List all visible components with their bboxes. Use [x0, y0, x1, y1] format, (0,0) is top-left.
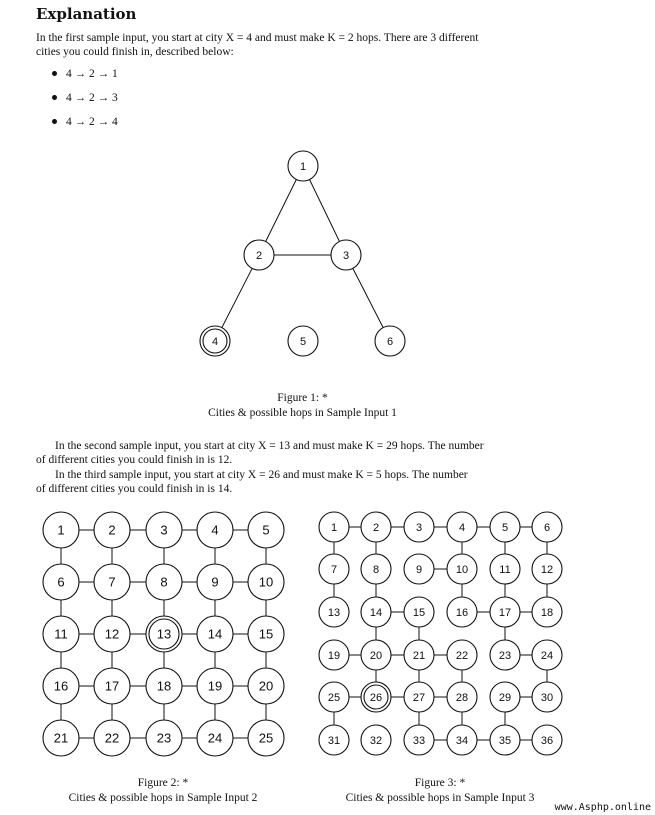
- node-label: 5: [501, 521, 509, 534]
- node-label: 19: [207, 678, 223, 694]
- city-node: [248, 720, 284, 756]
- node-label: 16: [455, 606, 469, 619]
- city-node: [361, 597, 391, 627]
- node-label: 21: [412, 649, 426, 662]
- node-label: 10: [258, 574, 274, 590]
- node-label: 8: [372, 563, 380, 576]
- city-node: [197, 720, 233, 756]
- paragraph-1-line-1: In the first sample input, you start at city X = 4 and must make K = 2 hops. There are 3 different: [36, 32, 479, 44]
- bullet-text: 4 → 2 → 3: [66, 92, 118, 104]
- node-label: 30: [540, 691, 554, 704]
- city-node: [404, 682, 434, 712]
- node-label: 15: [258, 626, 274, 642]
- city-node: [532, 554, 562, 584]
- node-label: 17: [104, 678, 120, 694]
- city-node: [94, 616, 130, 652]
- city-node: [94, 668, 130, 704]
- city-node: [361, 682, 391, 712]
- node-label: 20: [258, 678, 274, 694]
- node-label: 29: [498, 691, 512, 704]
- paragraph-2-line-2: of different cities you could finish in is 12.: [36, 454, 233, 466]
- node-label: 12: [104, 626, 120, 642]
- city-node: [404, 725, 434, 755]
- node-label: 3: [342, 249, 350, 262]
- city-node: [43, 668, 79, 704]
- node-label: 6: [386, 335, 394, 348]
- node-label: 13: [156, 626, 172, 642]
- figure-3-grid-graph: [319, 512, 562, 755]
- node-label: 7: [330, 563, 338, 576]
- city-node: [361, 554, 391, 584]
- paragraph-2-line-3: In the third sample input, you start at city X = 26 and must make K = 5 hops. The number: [55, 469, 468, 481]
- city-node: [490, 640, 520, 670]
- node-label: 18: [540, 606, 554, 619]
- city-node: [319, 597, 349, 627]
- city-node: [200, 326, 230, 356]
- city-node: [94, 720, 130, 756]
- city-node: [361, 725, 391, 755]
- node-label: 6: [543, 521, 551, 534]
- node-label: 25: [258, 730, 274, 746]
- city-node: [288, 151, 318, 181]
- city-node: [43, 720, 79, 756]
- city-node: [197, 564, 233, 600]
- city-node: [197, 668, 233, 704]
- node-label: 9: [211, 574, 219, 590]
- node-label: 23: [156, 730, 172, 746]
- node-label: 9: [415, 563, 423, 576]
- city-node: [331, 240, 361, 270]
- node-label: 1: [57, 522, 65, 538]
- node-label: 22: [104, 730, 120, 746]
- city-node: [43, 616, 79, 652]
- city-node: [319, 554, 349, 584]
- node-label: 4: [211, 335, 219, 348]
- node-label: 2: [255, 249, 263, 262]
- city-node: [319, 512, 349, 542]
- city-node: [319, 725, 349, 755]
- node-label: 25: [327, 691, 341, 704]
- figure-1-caption-title: Figure 1: *: [277, 392, 328, 404]
- city-node: [319, 682, 349, 712]
- city-node: [404, 512, 434, 542]
- paragraph-2-line-4: of different cities you could finish in is 14.: [36, 483, 233, 495]
- node-label: 12: [540, 563, 554, 576]
- node-label: 2: [108, 522, 116, 538]
- city-node: [361, 640, 391, 670]
- node-label: 32: [369, 734, 383, 747]
- node-label: 5: [299, 335, 307, 348]
- city-node: [404, 640, 434, 670]
- node-label: 3: [415, 521, 423, 534]
- node-label: 4: [458, 521, 466, 534]
- bullet-text: 4 → 2 → 4: [66, 116, 118, 128]
- city-node: [248, 668, 284, 704]
- city-node: [532, 725, 562, 755]
- node-label: 31: [327, 734, 341, 747]
- node-label: 4: [211, 522, 219, 538]
- city-node: [248, 512, 284, 548]
- paragraph-1-line-2: cities you could finish in, described below:: [36, 46, 234, 58]
- city-node: [490, 597, 520, 627]
- city-node: [43, 512, 79, 548]
- city-node: [43, 564, 79, 600]
- figure-2-caption-title: Figure 2: *: [137, 777, 189, 789]
- city-node: [94, 564, 130, 600]
- node-label: 5: [262, 522, 270, 538]
- figure-2-caption-text: Cities & possible hops in Sample Input 2: [68, 792, 258, 804]
- city-node: [244, 240, 274, 270]
- city-node: [248, 616, 284, 652]
- node-label: 14: [369, 606, 383, 619]
- node-label: 33: [412, 734, 426, 747]
- node-label: 16: [53, 678, 69, 694]
- city-node: [375, 326, 405, 356]
- city-node: [490, 554, 520, 584]
- node-label: 24: [207, 730, 223, 746]
- figure-1-nodes: [200, 151, 405, 356]
- city-node: [404, 554, 434, 584]
- node-label: 11: [499, 563, 511, 576]
- node-label: 28: [455, 691, 469, 704]
- node-label: 35: [498, 734, 512, 747]
- node-label: 22: [455, 649, 469, 662]
- node-label: 34: [455, 734, 469, 747]
- node-label: 10: [455, 563, 469, 576]
- city-node: [146, 512, 182, 548]
- city-node: [447, 725, 477, 755]
- city-node: [146, 564, 182, 600]
- node-label: 1: [330, 521, 338, 534]
- city-node: [361, 512, 391, 542]
- node-label: 11: [54, 626, 68, 642]
- node-label: 26: [369, 691, 383, 704]
- city-node: [447, 640, 477, 670]
- bullet-text: 4 → 2 → 1: [66, 68, 118, 80]
- figure-1-caption-text: Cities & possible hops in Sample Input 1: [208, 407, 397, 419]
- node-label: 21: [53, 730, 69, 746]
- node-label: 18: [156, 678, 172, 694]
- city-node: [197, 616, 233, 652]
- city-node: [197, 512, 233, 548]
- node-label: 27: [412, 691, 426, 704]
- city-node: [447, 682, 477, 712]
- figure-1-edges: [215, 166, 390, 341]
- node-label: 2: [372, 521, 380, 534]
- city-node: [490, 682, 520, 712]
- node-label: 24: [540, 649, 554, 662]
- city-node: [288, 326, 318, 356]
- city-node: [532, 640, 562, 670]
- city-node: [146, 720, 182, 756]
- node-label: 19: [327, 649, 341, 662]
- city-node: [532, 512, 562, 542]
- city-node: [248, 564, 284, 600]
- city-node: [447, 512, 477, 542]
- node-label: 17: [498, 606, 512, 619]
- figure-3-caption-title: Figure 3: *: [414, 777, 466, 789]
- figure-1-graph: [0, 0, 655, 400]
- node-label: 8: [160, 574, 168, 590]
- node-label: 1: [299, 160, 307, 173]
- node-label: 13: [327, 606, 341, 619]
- watermark: www.Asphp.online: [554, 802, 651, 813]
- city-node: [404, 597, 434, 627]
- node-label: 6: [57, 574, 65, 590]
- city-node: [319, 640, 349, 670]
- figure-2-3-graphs: [0, 500, 655, 770]
- city-node: [532, 597, 562, 627]
- figure-3-caption-text: Cities & possible hops in Sample Input 3: [345, 792, 535, 804]
- node-label: 3: [160, 522, 168, 538]
- city-node: [447, 554, 477, 584]
- node-label: 15: [412, 606, 426, 619]
- city-node: [532, 682, 562, 712]
- city-node: [146, 616, 182, 652]
- city-node: [447, 597, 477, 627]
- city-node: [490, 512, 520, 542]
- node-label: 14: [207, 626, 223, 642]
- node-label: 20: [369, 649, 383, 662]
- city-node: [490, 725, 520, 755]
- paragraph-2-line-1: In the second sample input, you start at city X = 13 and must make K = 29 hops. The number: [55, 440, 484, 452]
- node-label: 23: [498, 649, 512, 662]
- city-node: [146, 668, 182, 704]
- city-node: [94, 512, 130, 548]
- figure-2-grid-graph: [43, 512, 284, 756]
- node-label: 36: [540, 734, 554, 747]
- node-label: 7: [108, 574, 116, 590]
- section-heading: Explanation: [36, 5, 137, 23]
